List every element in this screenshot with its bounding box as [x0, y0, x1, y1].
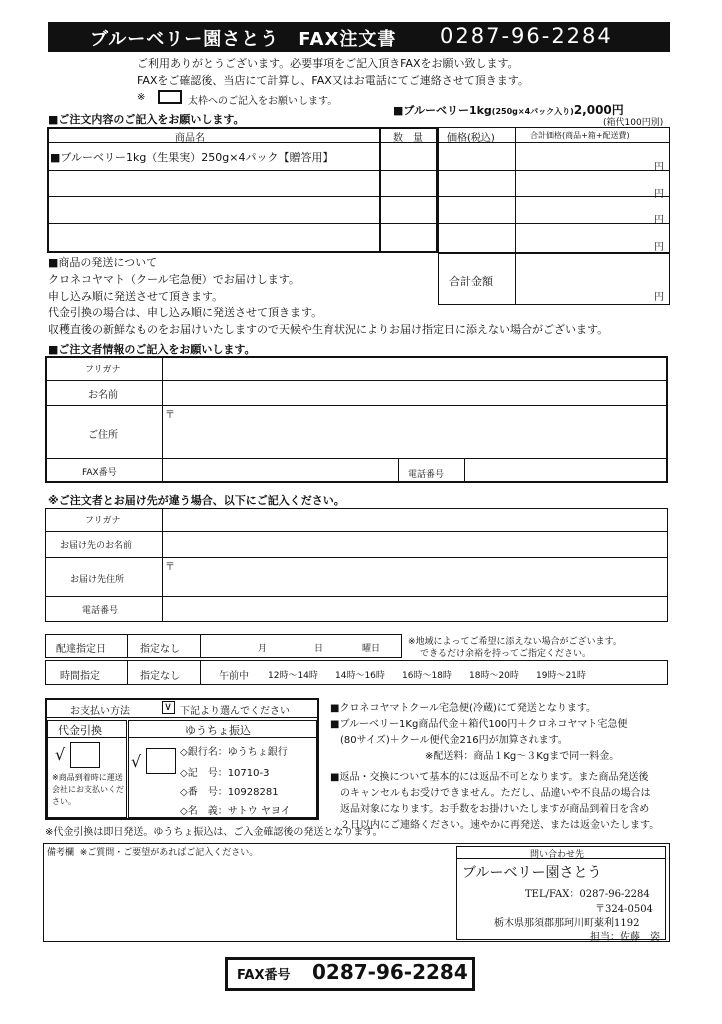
recipient-furigana-field[interactable]: [164, 510, 666, 530]
col-price-header: 価格(税込): [447, 133, 495, 144]
info-line-1: ■クロネコヤマトクール宅急便(冷蔵)にて発送となります。: [330, 703, 597, 714]
bold-frame-sample: [158, 90, 182, 104]
return-line-2: のキャンセルもお受けできません。ただし、品違いや不良品の場合は: [340, 788, 651, 799]
yen-row-4: 円: [654, 242, 664, 253]
form-title: ブルーベリー園さとう FAX注文書: [90, 29, 397, 50]
remarks-label: [47, 845, 258, 858]
delivery-time-none[interactable]: 指定なし: [140, 671, 180, 682]
footer-fax-label: FAX番号: [237, 968, 291, 983]
delivery-note-1: ※地域によってご希望に添えない場合がございます。: [408, 637, 622, 647]
shipping-line-4: 代金引換の場合は、申し込み順に発送させて頂きます。: [48, 306, 323, 319]
delivery-note-2: できるだけ余裕を持ってご指定ください。: [420, 649, 592, 659]
payment-select-label: 下記より選んでください: [180, 706, 290, 717]
recipient-postal-mark: 〒: [165, 562, 175, 573]
col-subtotal-header: 合計価格(商品+箱+配送費): [530, 131, 630, 140]
yen-row-1: 円: [654, 162, 664, 173]
shipping-line-3: 申し込み順に発送させて頂きます。: [48, 290, 224, 303]
footer-fax-number: 0287-96-2284: [312, 960, 468, 984]
delivery-month[interactable]: 月: [258, 644, 268, 654]
info-line-3: (80サイズ)＋クール便代金216円が加算されます。: [340, 735, 568, 746]
yen-row-2: 円: [654, 189, 664, 200]
transfer-check-icon: √: [131, 752, 142, 771]
customer-phone-field[interactable]: [466, 460, 666, 482]
recipient-name-label: お届け先のお名前: [60, 541, 133, 551]
return-line-3: 返品対象になります。お手数をお掛けいたしますが商品到着日を含め: [340, 804, 650, 815]
transfer-label: ゆうちょ振込: [185, 724, 251, 737]
yen-row-3: 円: [654, 215, 664, 226]
shipping-line-5: 収穫直後の新鮮なものをお届けいたしますので天候や生育状況によりお届け指定日に添えない場合がございます。: [48, 323, 609, 336]
customer-name-label: お名前: [88, 390, 118, 401]
return-line-4: ２日以内にご連絡ください。速やかに再発送、または返金いたします。: [340, 820, 660, 831]
customer-fax-label: FAX番号: [82, 468, 117, 478]
delivery-weekday[interactable]: 曜日: [362, 644, 381, 654]
delivery-time-label: 時間指定: [60, 671, 100, 682]
customer-phone-label: 電話番号: [408, 470, 445, 480]
time-slot-18-20[interactable]: 18時～20時: [469, 671, 519, 681]
recipient-phone-field[interactable]: [164, 598, 666, 621]
cod-checkbox[interactable]: [70, 742, 100, 768]
customer-address-label: ご住所: [88, 430, 118, 441]
info-line-2: ■ブルーベリー1Kg商品代金＋箱代100円＋クロネコヤマト宅急便: [330, 719, 628, 730]
delivery-date-label: 配達指定日: [56, 644, 106, 655]
remarks-title: 備考欄: [47, 848, 75, 858]
order-section-title: ■ご注文内容のご記入をお願いします。: [48, 113, 245, 126]
recipient-address-label: お届け先住所: [70, 575, 125, 585]
customer-fax-field[interactable]: [164, 460, 397, 482]
contact-address: 栃木県那須郡那珂川町薬利1192: [494, 918, 640, 929]
note-text: 太枠へのご記入をお願いします。: [188, 96, 338, 107]
shipping-line-2: クロネコヤマト（クール宅急便）でお届けします。: [48, 273, 300, 286]
bank-account-holder: ◇名 義：サトウ ヤヨイ: [180, 806, 291, 817]
payment-check-mark: ∨: [164, 700, 173, 713]
recipient-furigana-label: フリガナ: [85, 516, 121, 526]
customer-section-title: ■ご注文者情報のご記入をお願いします。: [48, 343, 256, 356]
contact-header: 問い合わせ先: [530, 850, 585, 860]
contact-tel: TEL/FAX：0287-96-2284: [525, 889, 650, 900]
time-slot-12-14[interactable]: 12時～14時: [268, 671, 318, 681]
col-product-header: 商品名: [175, 133, 205, 144]
price-note: (箱代100円別): [603, 118, 664, 128]
recipient-phone-label: 電話番号: [82, 606, 119, 616]
payment-method-label: お支払い方法: [70, 706, 130, 717]
bank-symbol: ◇記 号：10710-3: [180, 768, 270, 779]
time-slot-14-16[interactable]: 14時～16時: [335, 671, 385, 681]
cod-label: 代金引換: [58, 724, 102, 737]
recipient-address-field[interactable]: [164, 559, 666, 595]
intro-line-2: FAXをご確認後、当店にて計算し、FAX又はお電話にてご連絡させて頂きます。: [137, 74, 529, 87]
contact-shop-name: ブルーベリー園さとう: [462, 865, 602, 881]
customer-furigana-label: フリガナ: [85, 365, 121, 375]
recipient-name-field[interactable]: [164, 533, 666, 556]
price-value: 2,000円: [573, 103, 624, 117]
note-mark: ※: [137, 92, 146, 103]
time-slot-morning[interactable]: 午前中: [219, 671, 249, 682]
col-qty-header: 数 量: [393, 133, 423, 144]
info-line-4: ※配送料：商品１Kg～３Kgまで同一料金。: [425, 751, 620, 762]
payment-footnote: ※代金引換は即日発送。ゆうちょ振込は、ご入金確認後の発送となります。: [45, 827, 383, 838]
contact-zip: 〒324-0504: [595, 904, 653, 915]
price-column-table: [438, 127, 670, 253]
customer-postal-mark: 〒: [165, 410, 175, 421]
remarks-note: ※ご質問・ご要望があればご記入ください。: [79, 848, 259, 858]
total-label: 合計金額: [449, 275, 493, 288]
intro-line-1: ご利用ありがとうございます。必要事項をご記入頂きFAXをお願い致します。: [137, 57, 519, 70]
total-yen: 円: [654, 292, 664, 303]
time-slot-19-21[interactable]: 19時～21時: [536, 671, 586, 681]
header-fax-number: 0287-96-2284: [440, 24, 613, 48]
return-line-1: ■返品・交換について基本的には返品不可となります。また商品発送後: [330, 772, 649, 783]
order-row-1-product[interactable]: ■ブルーベリー1kg（生果実）250g×4パック【贈答用】: [50, 151, 334, 164]
cod-note: ※商品到着時に運送会社にお支払いください。: [52, 773, 124, 806]
customer-address-field[interactable]: [164, 407, 666, 457]
cod-check-icon: √: [55, 745, 66, 764]
contact-person: 担当：佐藤 姿: [590, 932, 660, 943]
recipient-section-title: ※ご注文者とお届け先が違う場合、以下にご記入ください。: [48, 494, 345, 507]
delivery-date-none[interactable]: 指定なし: [140, 644, 180, 655]
price-line: [393, 101, 624, 118]
customer-name-field[interactable]: [164, 382, 666, 404]
price-product: ■ブルーベリー1kg: [393, 104, 492, 117]
delivery-day[interactable]: 日: [314, 644, 324, 654]
price-detail: (250g×4パック入り): [491, 107, 574, 116]
shipping-line-1: ■商品の発送について: [48, 256, 158, 269]
time-slot-16-18[interactable]: 16時～18時: [402, 671, 452, 681]
bank-name: ◇銀行名：ゆうちょ銀行: [180, 747, 288, 758]
transfer-checkbox[interactable]: [146, 748, 176, 774]
customer-furigana-field[interactable]: [164, 358, 666, 379]
bank-account-number: ◇番 号：10928281: [180, 787, 279, 798]
